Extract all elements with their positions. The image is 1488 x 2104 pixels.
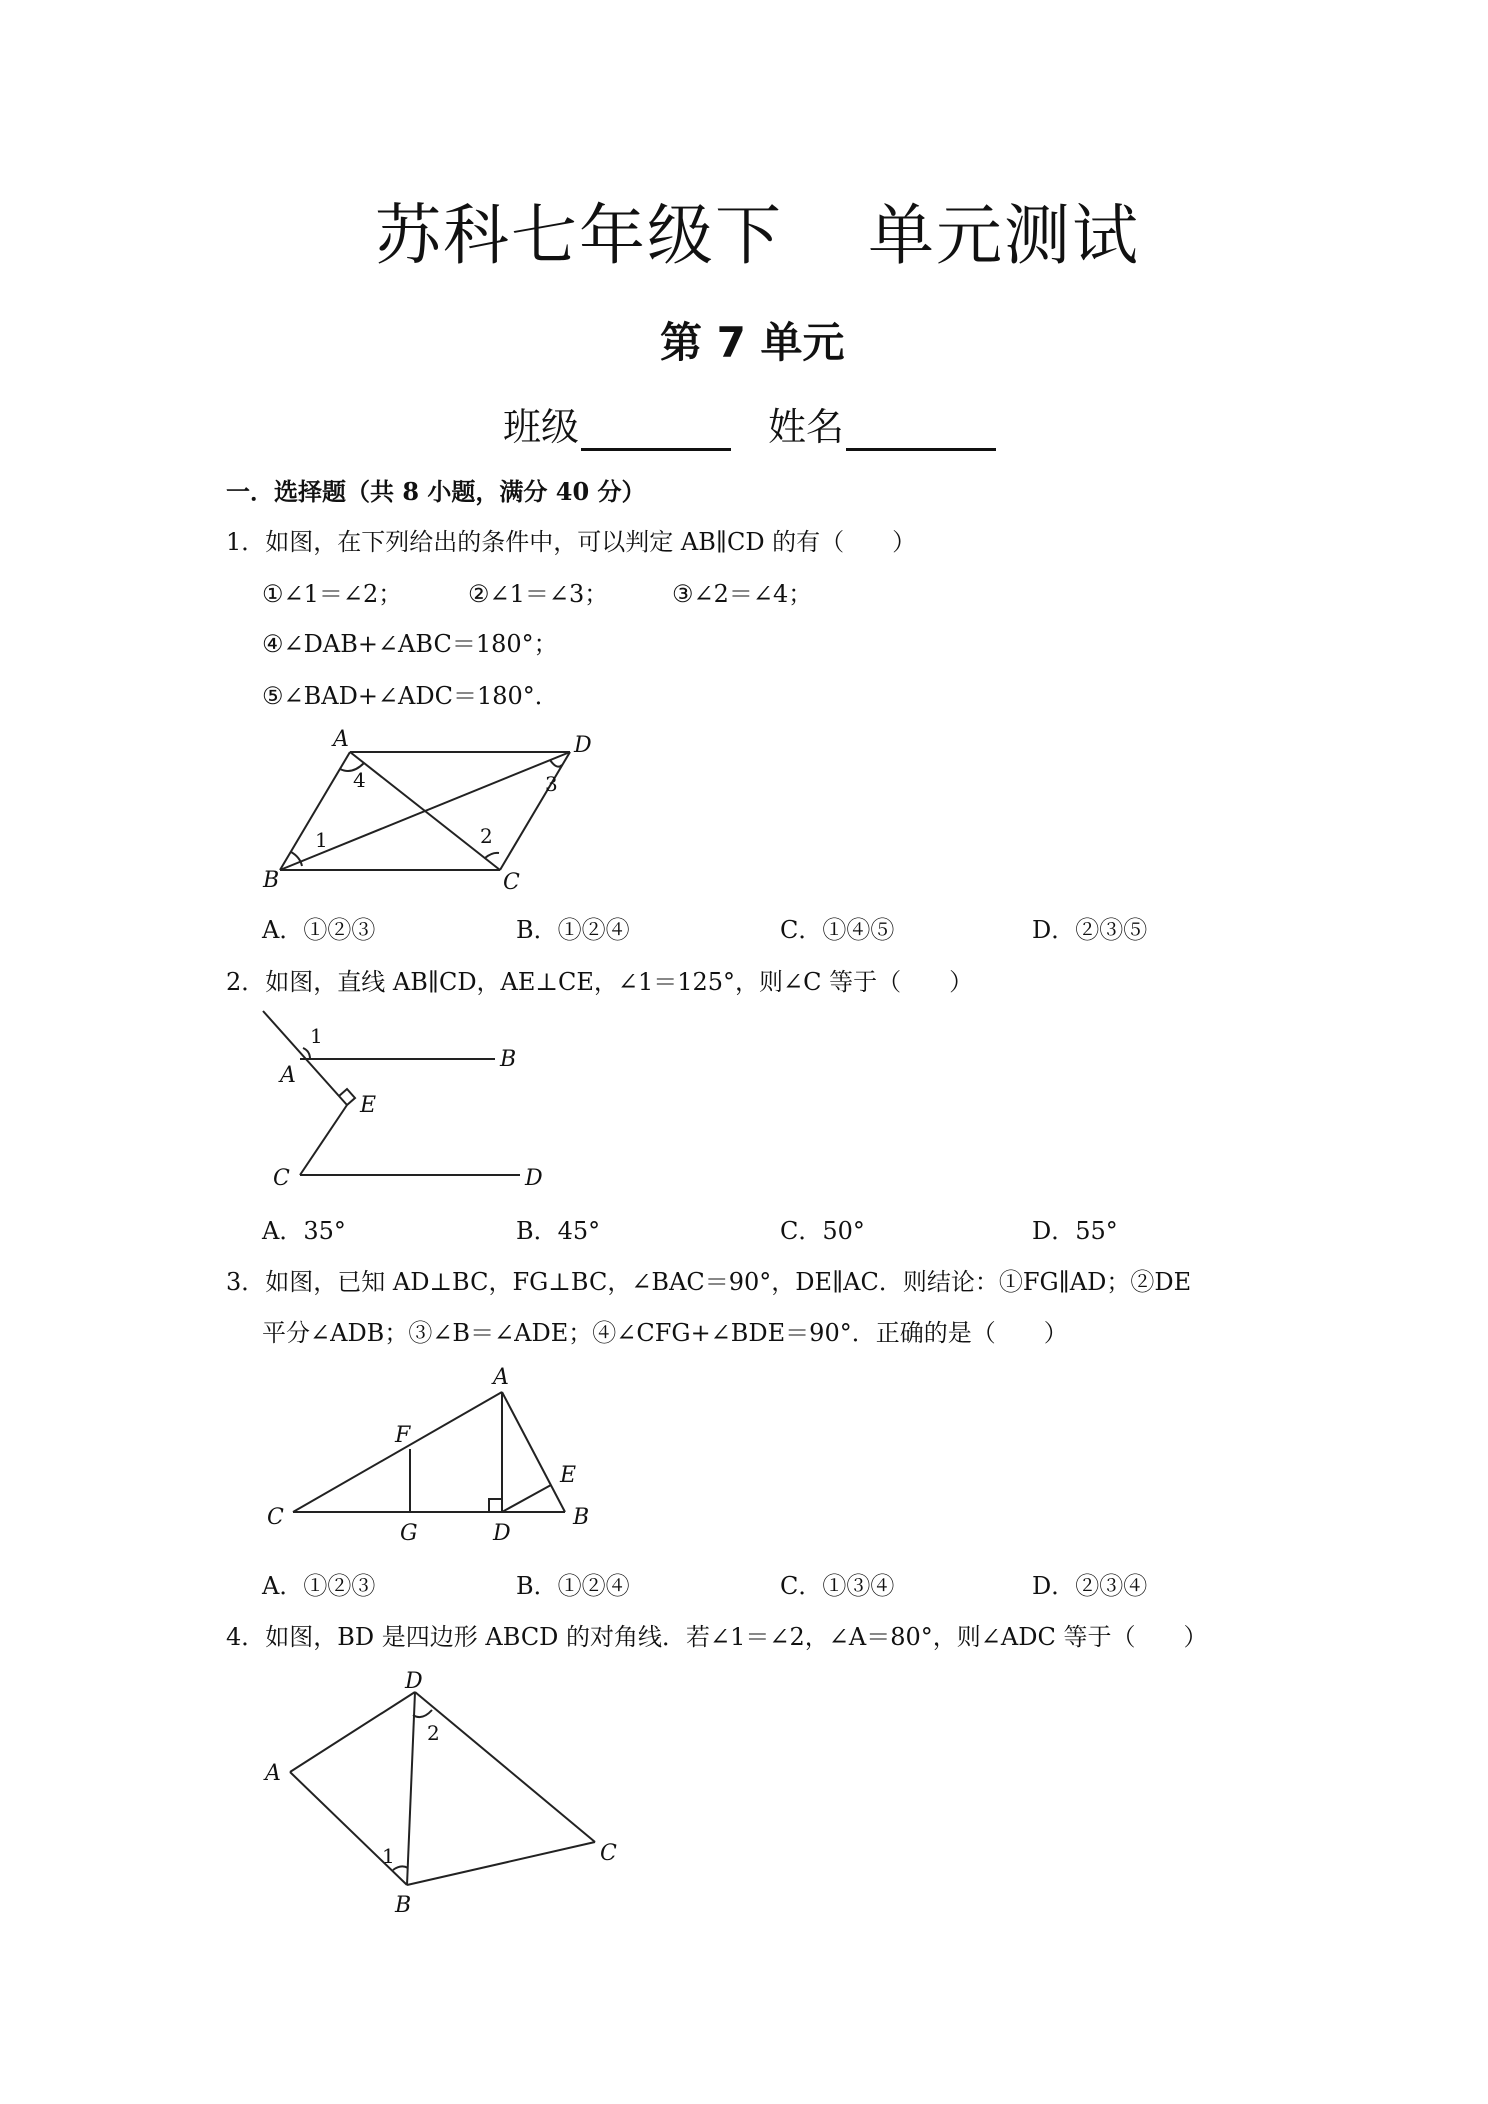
q4-label-C: C [600,1841,617,1866]
q3-label-A: A [493,1365,509,1390]
q2-option-b[interactable]: B．45° [516,1217,601,1245]
q4-seg-CD [415,1692,595,1842]
q2-label-D: D [525,1166,543,1191]
q2-right-angle-E [339,1089,355,1105]
q3-option-d[interactable]: D．②③④ [1032,1572,1148,1600]
q1-option-d[interactable]: D．②③⑤ [1032,916,1148,944]
q2-angle-label-1: 1 [310,1024,323,1048]
q1-angle-arc-2 [485,853,499,858]
q4-seg-BC [407,1842,595,1885]
q3-label-G: G [400,1521,418,1546]
q1-stem: 1．如图，在下列给出的条件中，可以判定 AB∥CD 的有（ ） [226,528,917,556]
q3-option-c[interactable]: C．①③④ [780,1572,895,1600]
q3-label-C: C [267,1505,284,1530]
q2-label-B: B [500,1047,517,1072]
q1-condition-1: ①∠1＝∠2； [262,580,403,608]
q3-label-B: B [573,1505,590,1530]
q2-seg-EC [300,1105,347,1175]
q4-stem: 4．如图，BD 是四边形 ABCD 的对角线．若∠1＝∠2，∠A＝80°，则∠ADC 等于（ ） [226,1623,1208,1651]
q1-angle-label-4: 4 [353,768,366,792]
q1-condition-5: ⑤∠BAD+∠ADC＝180°． [262,682,559,710]
q3-figure [255,1362,595,1547]
q1-seg-AB [280,752,350,870]
name-label: 姓名 [768,405,845,449]
q4-label-D: D [405,1669,423,1694]
q4-label-B: B [395,1893,412,1918]
q1-figure [255,725,615,895]
q2-option-c[interactable]: C．50° [780,1217,865,1245]
q4-angle-label-2: 2 [427,1721,440,1745]
name-blank [846,414,996,451]
q4-angle-arc-2 [413,1710,432,1717]
q4-seg-DA [290,1692,415,1772]
q2-label-A: A [280,1063,296,1088]
q3-seg-CA [293,1392,502,1512]
q3-right-angle-D [489,1499,502,1512]
q1-angle-label-3: 3 [545,772,558,796]
q1-label-C: C [503,870,520,895]
page-title-left: 苏科七年级下 [375,197,783,274]
class-field [503,396,731,451]
q3-stem-line1: 3．如图，已知 AD⊥BC，FG⊥BC，∠BAC＝90°，DE∥AC．则结论：①FG∥AD；②DE [226,1268,1192,1296]
q3-stem-line2: 平分∠ADB；③∠B＝∠ADE；④∠CFG+∠BDE＝90°．正确的是（ ） [262,1319,1068,1347]
q4-seg-AB [290,1772,407,1885]
q1-label-B: B [263,868,280,893]
page-title-right: 单元测试 [868,197,1140,274]
q1-seg-BD [280,752,570,870]
q2-option-a[interactable]: A．35° [262,1217,346,1245]
q4-seg-BD [407,1692,415,1885]
q3-label-E: E [560,1463,577,1488]
q1-angle-label-2: 2 [480,824,493,848]
section-heading: 一．选择题（共 8 小题，满分 40 分） [226,477,646,506]
q1-label-D: D [574,733,592,758]
q4-label-A: A [265,1761,281,1786]
q1-angle-arc-3 [550,760,562,767]
name-field [768,396,996,451]
class-blank [581,414,731,451]
q3-label-D: D [493,1521,511,1546]
q1-condition-4: ④∠DAB+∠ABC＝180°； [262,630,558,658]
q4-figure [255,1660,635,1920]
q1-angle-label-1: 1 [315,828,328,852]
q2-label-C: C [273,1166,290,1191]
q4-angle-arc-1 [393,1866,408,1870]
q3-label-F: F [395,1423,411,1448]
q2-stem: 2．如图，直线 AB∥CD，AE⊥CE，∠1＝125°，则∠C 等于（ ） [226,968,974,996]
class-label: 班级 [503,405,580,449]
q3-seg-DE [502,1485,551,1512]
q4-angle-label-1: 1 [382,1844,395,1868]
q2-label-E: E [360,1093,377,1118]
q1-seg-DC [500,752,570,870]
q2-option-d[interactable]: D．55° [1032,1217,1118,1245]
q1-option-a[interactable]: A．①②③ [262,916,376,944]
q1-condition-2: ②∠1＝∠3； [468,580,609,608]
q1-option-b[interactable]: B．①②④ [516,916,630,944]
q3-option-b[interactable]: B．①②④ [516,1572,630,1600]
q3-option-a[interactable]: A．①②③ [262,1572,376,1600]
q1-label-A: A [333,727,349,752]
q2-figure [255,1005,555,1200]
q1-option-c[interactable]: C．①④⑤ [780,916,895,944]
q1-condition-3: ③∠2＝∠4； [672,580,813,608]
unit-heading: 第 7 单元 [660,318,845,367]
